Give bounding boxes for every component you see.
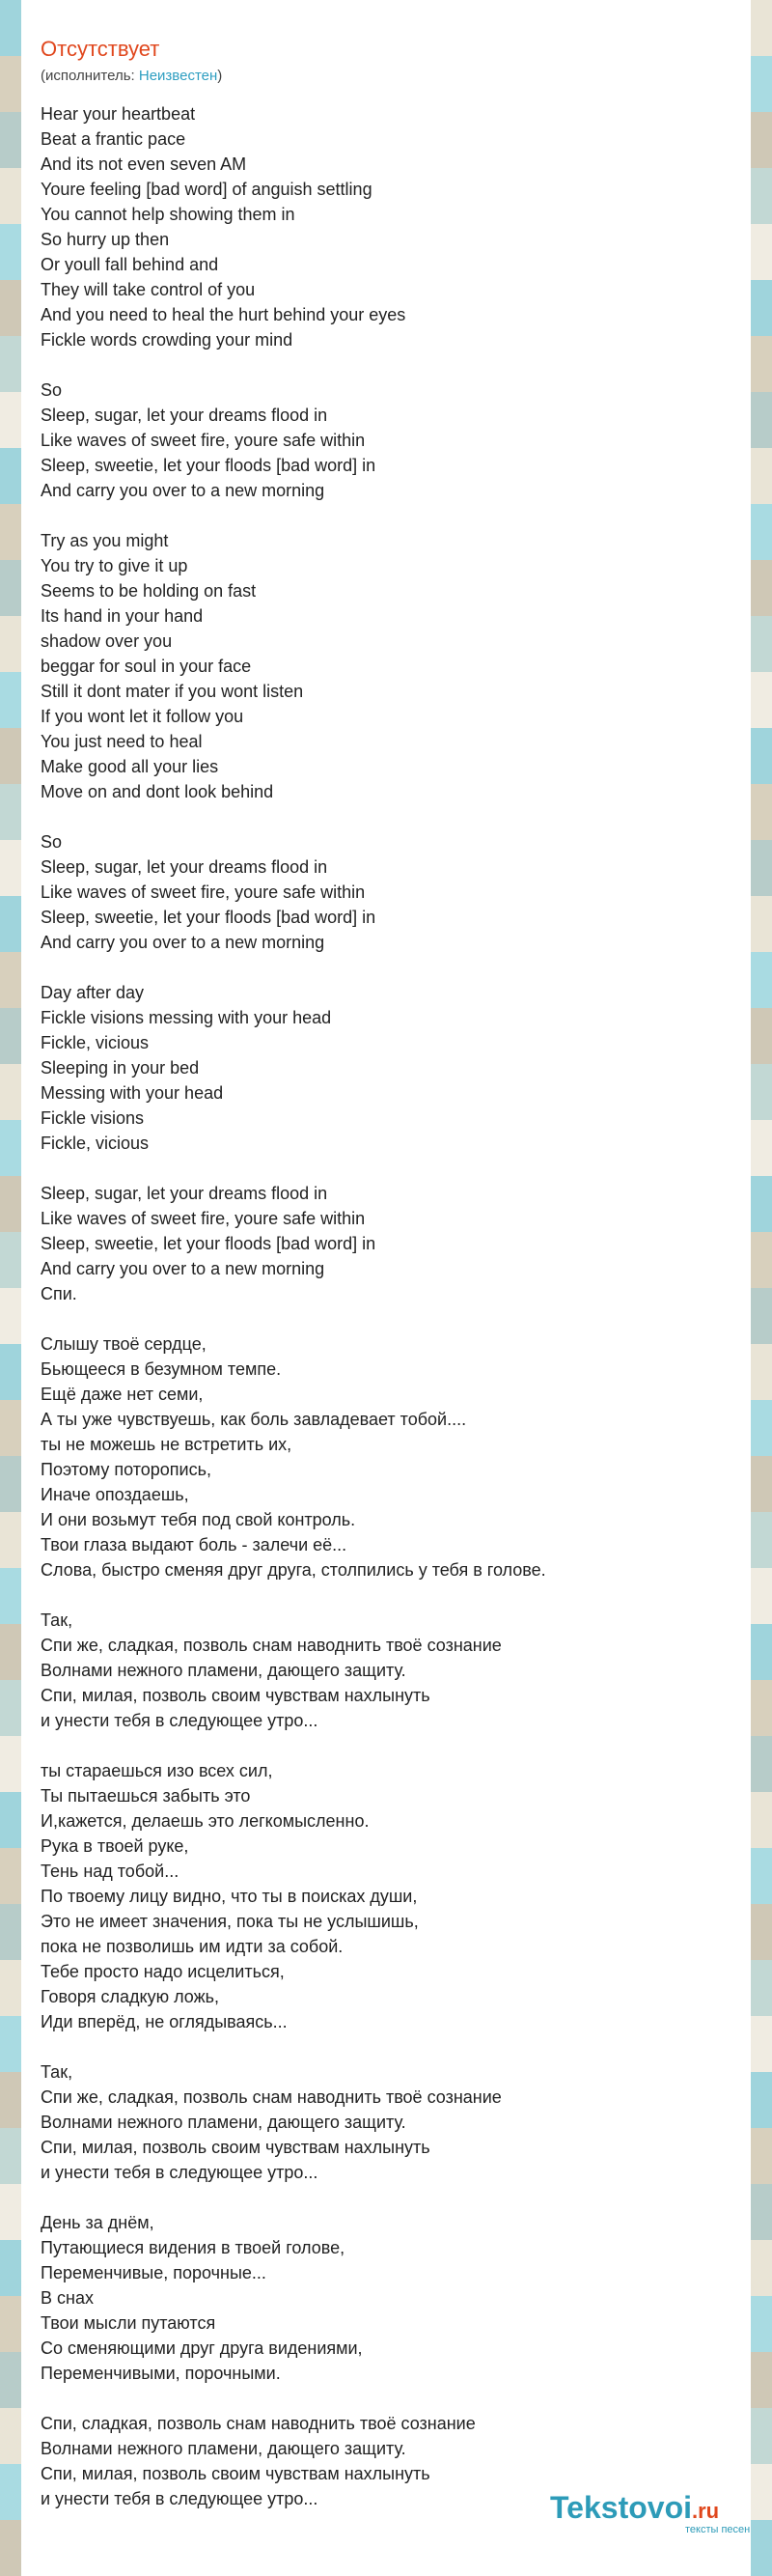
stripe-band xyxy=(751,1064,772,1120)
stripe-band xyxy=(751,448,772,504)
stripe-band xyxy=(0,392,21,448)
lyric-line: Sleeping in your bed xyxy=(41,1058,200,1078)
lyric-line: Like waves of sweet fire, youre safe within xyxy=(41,882,366,902)
lyric-line: Так, xyxy=(41,1610,73,1630)
lyric-line xyxy=(41,1156,716,1181)
lyric-line: Иди вперёд, не оглядываясь... xyxy=(41,2012,288,2031)
stripe-band xyxy=(751,1120,772,1176)
lyric-line: Fickle, vicious xyxy=(41,1033,150,1052)
lyrics-panel xyxy=(21,0,751,2561)
lyric-line xyxy=(41,2185,716,2210)
stripe-band xyxy=(0,1232,21,1288)
lyric-line: Messing with your head xyxy=(41,1083,224,1103)
artist-suffix: ) xyxy=(217,68,223,84)
stripe-band xyxy=(751,1680,772,1736)
lyric-line: Переменчивыми, порочными. xyxy=(41,2364,281,2383)
stripe-band xyxy=(751,1288,772,1344)
stripe-band xyxy=(751,1400,772,1456)
stripe-band xyxy=(0,1848,21,1904)
stripe-band xyxy=(0,1624,21,1680)
lyric-line: Спи. xyxy=(41,1284,77,1303)
stripe-band xyxy=(751,1904,772,1960)
lyric-line: Спи же, сладкая, позволь снам наводнить твоё сознание xyxy=(41,2087,502,2107)
logo-tld: .ru xyxy=(692,2499,720,2523)
lyric-line: Так, xyxy=(41,2062,73,2082)
lyric-line: Sleep, sweetie, let your floods [bad word] in xyxy=(41,456,376,475)
lyric-line: Путающиеся видения в твоей голове, xyxy=(41,2238,345,2257)
stripe-band xyxy=(0,168,21,224)
stripe-band xyxy=(751,1624,772,1680)
lyric-line xyxy=(41,503,716,528)
stripe-band xyxy=(751,2072,772,2128)
lyric-line: You try to give it up xyxy=(41,556,188,575)
stripe-band xyxy=(0,0,21,56)
lyric-line xyxy=(41,955,716,980)
stripe-band xyxy=(0,2184,21,2240)
song-header xyxy=(21,0,751,97)
stripe-band xyxy=(751,1344,772,1400)
stripe-band xyxy=(751,0,772,56)
stripe-band xyxy=(0,224,21,280)
stripe-band xyxy=(0,280,21,336)
stripe-band xyxy=(751,840,772,896)
stripe-band xyxy=(751,1848,772,1904)
stripe-band xyxy=(751,2352,772,2408)
stripe-band xyxy=(0,672,21,728)
decorative-stripes-left xyxy=(0,0,21,2561)
lyrics-text xyxy=(41,101,716,2511)
stripe-band xyxy=(751,2296,772,2352)
lyric-line: Like waves of sweet fire, youre safe within xyxy=(41,431,366,450)
stripe-band xyxy=(0,336,21,392)
lyric-line: So xyxy=(41,832,63,852)
lyric-line: В снах xyxy=(41,2288,94,2308)
lyric-line: и унести тебя в следующее утро... xyxy=(41,2163,318,2182)
stripe-band xyxy=(751,504,772,560)
stripe-band xyxy=(751,728,772,784)
lyric-line: So hurry up then xyxy=(41,230,170,249)
stripe-band xyxy=(751,336,772,392)
lyric-line: So xyxy=(41,380,63,400)
stripe-band xyxy=(751,2184,772,2240)
stripe-band xyxy=(0,1344,21,1400)
stripe-band xyxy=(751,672,772,728)
lyric-line: Это не имеет значения, пока ты не услышишь, xyxy=(41,1912,419,1931)
lyric-line: Youre feeling [bad word] of anguish settling xyxy=(41,180,372,199)
lyric-line xyxy=(41,1582,716,1608)
stripe-band xyxy=(751,1176,772,1232)
stripe-band xyxy=(751,2016,772,2072)
stripe-band xyxy=(751,1960,772,2016)
stripe-band xyxy=(0,2408,21,2464)
stripe-band xyxy=(751,280,772,336)
stripe-band xyxy=(751,616,772,672)
stripe-band xyxy=(751,1232,772,1288)
stripe-band xyxy=(751,952,772,1008)
stripe-band xyxy=(751,1008,772,1064)
stripe-band xyxy=(0,952,21,1008)
lyric-line: и унести тебя в следующее утро... xyxy=(41,1711,318,1730)
stripe-band xyxy=(0,784,21,840)
stripe-band xyxy=(0,2464,21,2520)
lyric-line: And its not even seven AM xyxy=(41,154,247,174)
lyric-line: And carry you over to a new morning xyxy=(41,933,325,952)
lyric-line: пока не позволишь им идти за собой. xyxy=(41,1937,344,1956)
stripe-band xyxy=(751,1512,772,1568)
stripe-band xyxy=(0,1512,21,1568)
lyric-line: And you need to heal the hurt behind your eyes xyxy=(41,305,406,324)
lyric-line: beggar for soul in your face xyxy=(41,657,252,676)
decorative-stripes-right xyxy=(751,0,772,2561)
lyric-line: Sleep, sugar, let your dreams flood in xyxy=(41,406,328,425)
lyric-line: Иначе опоздаешь, xyxy=(41,1485,189,1504)
lyric-line: Волнами нежного пламени, дающего защиту. xyxy=(41,2113,406,2132)
lyric-line: Make good all your lies xyxy=(41,757,219,776)
lyric-line: Со сменяющими друг друга видениями, xyxy=(41,2338,363,2358)
stripe-band xyxy=(0,1736,21,1792)
stripe-band xyxy=(751,112,772,168)
lyric-line: Try as you might xyxy=(41,531,169,550)
lyric-line: Its hand in your hand xyxy=(41,606,204,626)
stripe-band xyxy=(0,1568,21,1624)
lyric-line: They will take control of you xyxy=(41,280,256,299)
lyric-line: If you wont let it follow you xyxy=(41,707,244,726)
stripe-band xyxy=(0,2240,21,2296)
lyric-line: Твои глаза выдают боль - залечи её... xyxy=(41,1535,347,1554)
lyric-line: shadow over you xyxy=(41,631,173,651)
lyric-line: и унести тебя в следующее утро... xyxy=(41,2489,318,2508)
stripe-band xyxy=(751,1568,772,1624)
stripe-band xyxy=(0,616,21,672)
lyric-line: Тень над тобой... xyxy=(41,1862,179,1881)
lyric-line xyxy=(41,1733,716,1758)
lyric-line: Спи же, сладкая, позволь снам наводнить твоё сознание xyxy=(41,1636,502,1655)
lyric-line: Волнами нежного пламени, дающего защиту. xyxy=(41,2439,406,2458)
stripe-band xyxy=(0,1680,21,1736)
lyric-line: You just need to heal xyxy=(41,732,203,751)
song-title: Отсутствует xyxy=(41,37,160,61)
stripe-band xyxy=(0,2128,21,2184)
stripe-band xyxy=(751,2408,772,2464)
lyric-line: Seems to be holding on fast xyxy=(41,581,257,601)
lyric-line xyxy=(41,352,716,378)
lyric-line: Beat a frantic pace xyxy=(41,129,186,149)
lyric-line: And carry you over to a new morning xyxy=(41,1259,325,1278)
lyric-line xyxy=(41,1306,716,1331)
stripe-band xyxy=(0,2072,21,2128)
lyric-line: Переменчивые, порочные... xyxy=(41,2263,266,2282)
stripe-band xyxy=(0,1288,21,1344)
lyric-line xyxy=(41,2386,716,2411)
lyric-line: ты стараешься изо всех сил, xyxy=(41,1761,273,1780)
stripe-band xyxy=(0,1176,21,1232)
lyric-line: По твоему лицу видно, что ты в поисках души, xyxy=(41,1887,418,1906)
lyric-line: Or youll fall behind and xyxy=(41,255,219,274)
lyric-line: Like waves of sweet fire, youre safe within xyxy=(41,1209,366,1228)
stripe-band xyxy=(751,2240,772,2296)
stripe-band xyxy=(0,2296,21,2352)
lyric-line: Fickle words crowding your mind xyxy=(41,330,293,350)
lyric-line: День за днём, xyxy=(41,2213,154,2232)
lyric-line: И они возьмут тебя под свой контроль. xyxy=(41,1510,356,1529)
lyric-line: Спи, сладкая, позволь снам наводнить твоё сознание xyxy=(41,2414,476,2433)
lyric-line: Спи, милая, позволь своим чувствам нахлынуть xyxy=(41,2464,430,2483)
lyric-line: Sleep, sugar, let your dreams flood in xyxy=(41,1184,328,1203)
lyric-line: Волнами нежного пламени, дающего защиту. xyxy=(41,1661,406,1680)
lyric-line: Fickle, vicious xyxy=(41,1134,150,1153)
stripe-band xyxy=(751,168,772,224)
lyric-line: И,кажется, делаешь это легкомысленно. xyxy=(41,1811,370,1831)
stripe-band xyxy=(751,1736,772,1792)
stripe-band xyxy=(0,1400,21,1456)
stripe-band xyxy=(0,840,21,896)
lyric-line: Hear your heartbeat xyxy=(41,104,196,124)
stripe-band xyxy=(0,2016,21,2072)
stripe-band xyxy=(0,1456,21,1512)
lyric-line: Поэтому поторопись, xyxy=(41,1460,211,1479)
lyric-line: Говоря сладкую ложь, xyxy=(41,1987,220,2006)
lyric-line: Still it dont mater if you wont listen xyxy=(41,682,304,701)
lyric-line: Спи, милая, позволь своим чувствам нахлынуть xyxy=(41,2138,430,2157)
lyric-line: Sleep, sweetie, let your floods [bad word] in xyxy=(41,1234,376,1253)
stripe-band xyxy=(0,560,21,616)
lyric-line: Sleep, sugar, let your dreams flood in xyxy=(41,857,328,877)
lyric-line: And carry you over to a new morning xyxy=(41,481,325,500)
stripe-band xyxy=(0,448,21,504)
stripe-band xyxy=(0,112,21,168)
lyric-line: ты не можешь не встретить их, xyxy=(41,1435,292,1454)
stripe-band xyxy=(0,896,21,952)
lyric-line: Sleep, sweetie, let your floods [bad word] in xyxy=(41,908,376,927)
lyric-line: Move on and dont look behind xyxy=(41,782,274,801)
lyric-line: Day after day xyxy=(41,983,145,1002)
artist-link[interactable]: Неизвестен xyxy=(138,68,218,84)
stripe-band xyxy=(751,896,772,952)
logo-tagline: тексты песен xyxy=(685,2524,751,2535)
artist-prefix: (исполнитель: xyxy=(41,68,139,84)
stripe-band xyxy=(0,56,21,112)
stripe-band xyxy=(751,2128,772,2184)
lyric-line: Слова, быстро сменяя друг друга, столпились у тебя в голове. xyxy=(41,1560,546,1580)
lyric-line xyxy=(41,804,716,829)
stripe-band xyxy=(0,1904,21,1960)
site-logo[interactable] xyxy=(550,2489,772,2539)
stripe-band xyxy=(0,1960,21,2016)
stripe-band xyxy=(751,392,772,448)
lyric-line xyxy=(41,2034,716,2059)
stripe-band xyxy=(0,2520,21,2576)
stripe-band xyxy=(0,2352,21,2408)
logo-name: Tekstovoi xyxy=(550,2490,692,2525)
lyric-line: Бьющееся в безумном темпе. xyxy=(41,1359,282,1379)
stripe-band xyxy=(751,784,772,840)
stripe-band xyxy=(0,1064,21,1120)
lyric-line: Спи, милая, позволь своим чувствам нахлынуть xyxy=(41,1686,430,1705)
lyric-line: You cannot help showing them in xyxy=(41,205,295,224)
lyric-line: Рука в твоей руке, xyxy=(41,1836,189,1856)
stripe-band xyxy=(751,56,772,112)
stripe-band xyxy=(751,560,772,616)
stripe-band xyxy=(0,1008,21,1064)
stripe-band xyxy=(0,728,21,784)
lyric-line: Твои мысли путаются xyxy=(41,2313,216,2333)
lyric-line: Ты пытаешься забыть это xyxy=(41,1786,251,1806)
stripe-band xyxy=(751,1792,772,1848)
stripe-band xyxy=(0,1792,21,1848)
artist-line xyxy=(41,68,222,85)
lyric-line: Fickle visions xyxy=(41,1108,145,1128)
lyric-line: Fickle visions messing with your head xyxy=(41,1008,332,1027)
lyric-line: А ты уже чувствуешь, как боль завладевает тобой.... xyxy=(41,1410,467,1429)
stripe-band xyxy=(0,504,21,560)
stripe-band xyxy=(751,224,772,280)
stripe-band xyxy=(0,1120,21,1176)
lyric-line: Тебе просто надо исцелиться, xyxy=(41,1962,285,1981)
stripe-band xyxy=(751,1456,772,1512)
lyric-line: Слышу твоё сердце, xyxy=(41,1334,207,1354)
lyric-line: Ещё даже нет семи, xyxy=(41,1385,204,1404)
